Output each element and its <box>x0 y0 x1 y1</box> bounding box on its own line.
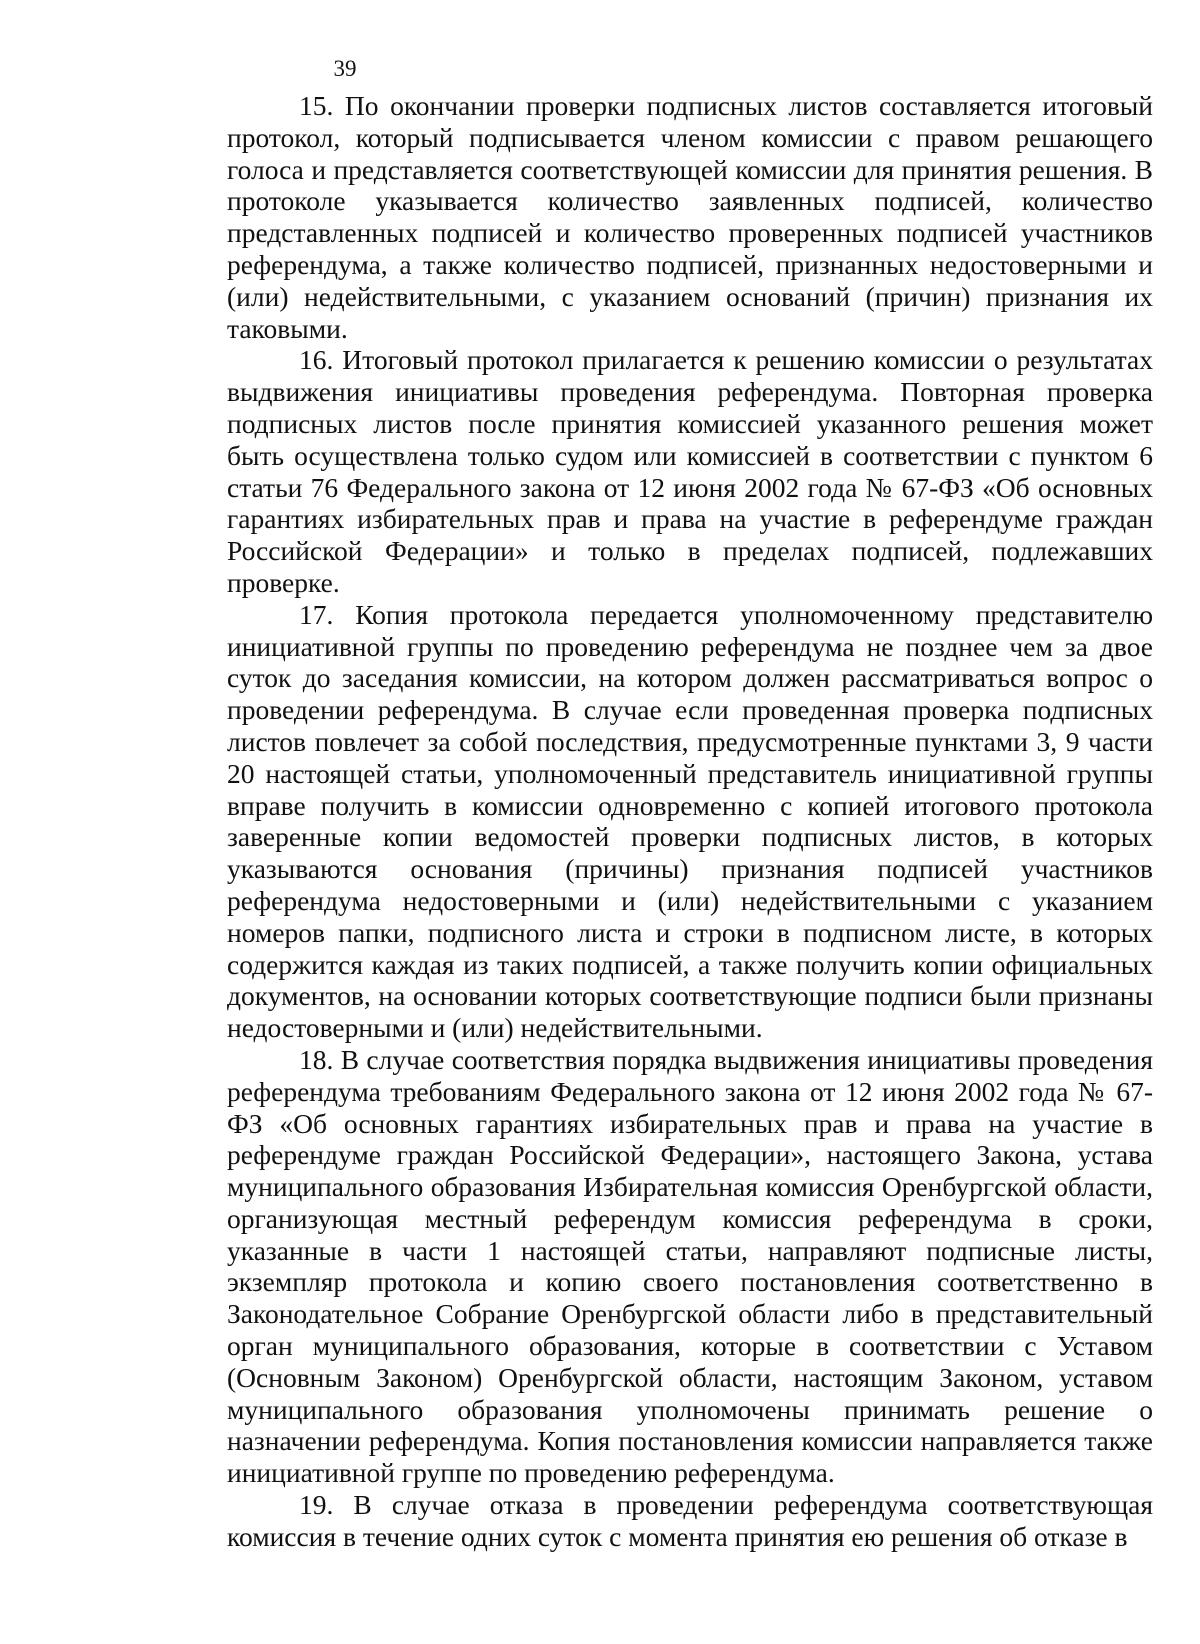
paragraph-19: 19. В случае отказа в проведении референдума соответствующая комиссия в течение одних суток с момента принятия ею решения об отказе в <box>227 1489 1153 1552</box>
document-body <box>227 90 1153 1553</box>
paragraph-15: 15. По окончании проверки подписных листов составляется итоговый протокол, который подписывается членом комиссии с правом решающего голоса и представляется соответствующей комиссии для принятия решения. В протоколе указывается количество заявленных подписей, количество представленных подписей и количество проверенных подписей участников референдума, а также количество подписей, признанных недостоверными и (или) недействительными, с указанием оснований (причин) признания их таковыми. <box>227 90 1153 344</box>
paragraph-17: 17. Копия протокола передается уполномоченному представителю инициативной группы по проведению референдума не позднее чем за двое суток до заседания комиссии, на котором должен рассматриваться вопрос о проведении референдума. В случае если проведенная проверка подписных листов повлечет за собой последствия, предусмотренные пунктами 3, 9 части 20 настоящей статьи, уполномоченный представитель инициативной группы вправе получить в комиссии одновременно с копией итогового протокола заверенные копии ведомостей проверки подписных листов, в которых указываются основания (причины) признания подписей участников референдума недостоверными и (или) недействительными с указанием номеров папки, подписного листа и строки в подписном листе, в которых содержится каждая из таких подписей, а также получить копии официальных документов, на основании которых соответствующие подписи были признаны недостоверными и (или) недействительными. <box>227 598 1153 1044</box>
paragraph-16: 16. Итоговый протокол прилагается к решению комиссии о результатах выдвижения инициативы проведения референдума. Повторная проверка подписных листов после принятия комиссией указанного решения может быть осуществлена только судом или комиссией в соответствии с пунктом 6 статьи 76 Федерального закона от 12 июня 2002 года № 67-ФЗ «Об основных гарантиях избирательных прав и права на участие в референдуме граждан Российской Федерации» и только в пределах подписей, подлежавших проверке. <box>227 344 1153 598</box>
paragraph-18: 18. В случае соответствия порядка выдвижения инициативы проведения референдума требованиям Федерального закона от 12 июня 2002 года № 67-ФЗ «Об основных гарантиях избирательных прав и права на участие в референдуме граждан Российской Федерации», настоящего Закона, устава муниципального образования Избирательная комиссия Оренбургской области, организующая местный референдум комиссия референдума в сроки, указанные в части 1 настоящей статьи, направляют подписные листы, экземпляр протокола и копию своего постановления соответственно в Законодательное Собрание Оренбургской области либо в представительный орган муниципального образования, которые в соответствии с Уставом (Основным Законом) Оренбургской области, настоящим Законом, уставом муниципального образования уполномочены принимать решение о назначении референдума. Копия постановления комиссии направляется также инициативной группе по проведению референдума. <box>227 1043 1153 1489</box>
page-number: 39 <box>333 56 357 81</box>
